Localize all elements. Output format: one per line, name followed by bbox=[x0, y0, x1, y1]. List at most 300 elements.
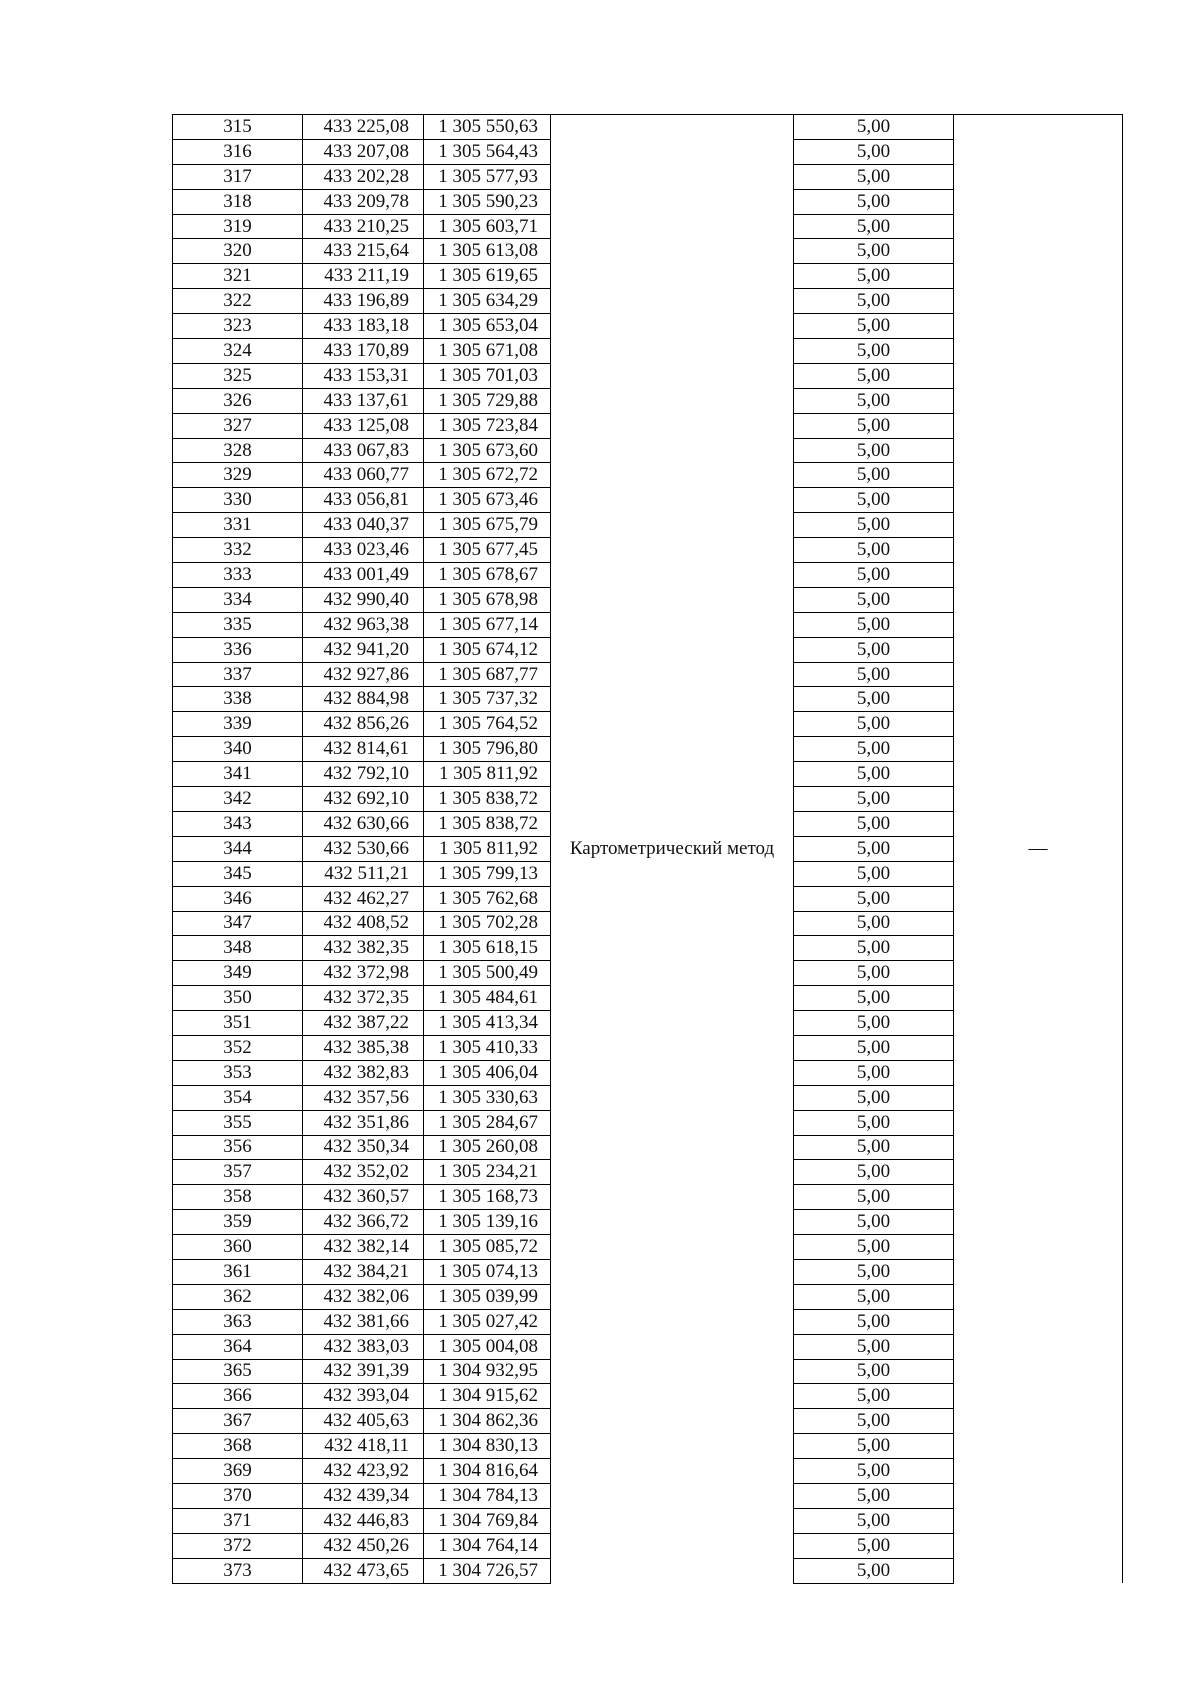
note-cell bbox=[954, 1533, 1123, 1558]
table-row bbox=[173, 737, 1123, 762]
table-row bbox=[173, 1259, 1123, 1284]
accuracy-cell: 5,00 bbox=[794, 1284, 954, 1309]
note-cell bbox=[954, 1334, 1123, 1359]
accuracy-cell: 5,00 bbox=[794, 289, 954, 314]
note-cell bbox=[954, 687, 1123, 712]
point-number-cell: 336 bbox=[173, 637, 303, 662]
note-cell bbox=[954, 961, 1123, 986]
note-cell bbox=[954, 1035, 1123, 1060]
method-cell bbox=[551, 936, 794, 961]
point-number-cell: 321 bbox=[173, 264, 303, 289]
x-coordinate-cell: 433 170,89 bbox=[303, 339, 424, 364]
y-coordinate-cell: 1 305 284,67 bbox=[424, 1110, 551, 1135]
y-coordinate-cell: 1 304 784,13 bbox=[424, 1483, 551, 1508]
accuracy-cell: 5,00 bbox=[794, 214, 954, 239]
point-number-cell: 345 bbox=[173, 861, 303, 886]
y-coordinate-cell: 1 305 260,08 bbox=[424, 1135, 551, 1160]
accuracy-cell: 5,00 bbox=[794, 563, 954, 588]
x-coordinate-cell: 432 530,66 bbox=[303, 836, 424, 861]
note-cell bbox=[954, 488, 1123, 513]
table-row bbox=[173, 1210, 1123, 1235]
method-cell bbox=[551, 737, 794, 762]
accuracy-cell: 5,00 bbox=[794, 363, 954, 388]
method-cell bbox=[551, 189, 794, 214]
x-coordinate-cell: 432 405,63 bbox=[303, 1409, 424, 1434]
x-coordinate-cell: 433 067,83 bbox=[303, 438, 424, 463]
point-number-cell: 361 bbox=[173, 1259, 303, 1284]
note-cell bbox=[954, 1508, 1123, 1533]
y-coordinate-cell: 1 305 687,77 bbox=[424, 662, 551, 687]
table-row bbox=[173, 1409, 1123, 1434]
point-number-cell: 329 bbox=[173, 463, 303, 488]
point-number-cell: 315 bbox=[173, 115, 303, 140]
accuracy-cell: 5,00 bbox=[794, 488, 954, 513]
y-coordinate-cell: 1 305 675,79 bbox=[424, 513, 551, 538]
y-coordinate-cell: 1 305 701,03 bbox=[424, 363, 551, 388]
x-coordinate-cell: 432 393,04 bbox=[303, 1384, 424, 1409]
point-number-cell: 368 bbox=[173, 1434, 303, 1459]
y-coordinate-cell: 1 305 677,14 bbox=[424, 612, 551, 637]
table-row bbox=[173, 314, 1123, 339]
table-row bbox=[173, 463, 1123, 488]
x-coordinate-cell: 432 408,52 bbox=[303, 911, 424, 936]
point-number-cell: 370 bbox=[173, 1483, 303, 1508]
y-coordinate-cell: 1 305 678,98 bbox=[424, 587, 551, 612]
method-cell bbox=[551, 662, 794, 687]
accuracy-cell: 5,00 bbox=[794, 438, 954, 463]
note-cell bbox=[954, 712, 1123, 737]
table-row bbox=[173, 1110, 1123, 1135]
note-cell bbox=[954, 1483, 1123, 1508]
accuracy-cell: 5,00 bbox=[794, 662, 954, 687]
point-number-cell: 324 bbox=[173, 339, 303, 364]
point-number-cell: 339 bbox=[173, 712, 303, 737]
accuracy-cell: 5,00 bbox=[794, 115, 954, 140]
table-row bbox=[173, 1135, 1123, 1160]
accuracy-cell: 5,00 bbox=[794, 1359, 954, 1384]
x-coordinate-cell: 433 125,08 bbox=[303, 413, 424, 438]
x-coordinate-cell: 432 383,03 bbox=[303, 1334, 424, 1359]
x-coordinate-cell: 432 423,92 bbox=[303, 1459, 424, 1484]
table-row bbox=[173, 836, 1123, 861]
accuracy-cell: 5,00 bbox=[794, 1334, 954, 1359]
point-number-cell: 373 bbox=[173, 1558, 303, 1583]
x-coordinate-cell: 432 473,65 bbox=[303, 1558, 424, 1583]
method-cell bbox=[551, 363, 794, 388]
note-cell bbox=[954, 886, 1123, 911]
y-coordinate-cell: 1 305 406,04 bbox=[424, 1060, 551, 1085]
point-number-cell: 371 bbox=[173, 1508, 303, 1533]
note-cell bbox=[954, 413, 1123, 438]
method-cell bbox=[551, 139, 794, 164]
accuracy-cell: 5,00 bbox=[794, 538, 954, 563]
y-coordinate-cell: 1 305 673,46 bbox=[424, 488, 551, 513]
note-cell bbox=[954, 363, 1123, 388]
method-cell bbox=[551, 488, 794, 513]
table-row bbox=[173, 1309, 1123, 1334]
accuracy-cell: 5,00 bbox=[794, 1409, 954, 1434]
method-cell bbox=[551, 1409, 794, 1434]
point-number-cell: 334 bbox=[173, 587, 303, 612]
accuracy-cell: 5,00 bbox=[794, 861, 954, 886]
method-cell bbox=[551, 264, 794, 289]
x-coordinate-cell: 432 884,98 bbox=[303, 687, 424, 712]
table-row bbox=[173, 139, 1123, 164]
y-coordinate-cell: 1 305 484,61 bbox=[424, 986, 551, 1011]
x-coordinate-cell: 433 210,25 bbox=[303, 214, 424, 239]
y-coordinate-cell: 1 305 550,63 bbox=[424, 115, 551, 140]
x-coordinate-cell: 432 963,38 bbox=[303, 612, 424, 637]
point-number-cell: 326 bbox=[173, 388, 303, 413]
method-cell bbox=[551, 1085, 794, 1110]
accuracy-cell: 5,00 bbox=[794, 911, 954, 936]
x-coordinate-cell: 433 196,89 bbox=[303, 289, 424, 314]
x-coordinate-cell: 432 391,39 bbox=[303, 1359, 424, 1384]
x-coordinate-cell: 433 001,49 bbox=[303, 563, 424, 588]
y-coordinate-cell: 1 305 330,63 bbox=[424, 1085, 551, 1110]
x-coordinate-cell: 432 382,35 bbox=[303, 936, 424, 961]
note-cell bbox=[954, 264, 1123, 289]
table-row bbox=[173, 1483, 1123, 1508]
method-cell bbox=[551, 1334, 794, 1359]
method-cell bbox=[551, 563, 794, 588]
note-cell bbox=[954, 911, 1123, 936]
point-number-cell: 354 bbox=[173, 1085, 303, 1110]
x-coordinate-cell: 432 352,02 bbox=[303, 1160, 424, 1185]
note-cell bbox=[954, 1110, 1123, 1135]
table-row bbox=[173, 1085, 1123, 1110]
method-cell bbox=[551, 886, 794, 911]
note-cell bbox=[954, 1185, 1123, 1210]
method-cell bbox=[551, 986, 794, 1011]
method-cell bbox=[551, 513, 794, 538]
accuracy-cell: 5,00 bbox=[794, 1533, 954, 1558]
table-row bbox=[173, 239, 1123, 264]
table-row bbox=[173, 339, 1123, 364]
y-coordinate-cell: 1 305 653,04 bbox=[424, 314, 551, 339]
table-row bbox=[173, 936, 1123, 961]
table-row bbox=[173, 214, 1123, 239]
method-cell bbox=[551, 1508, 794, 1533]
y-coordinate-cell: 1 305 139,16 bbox=[424, 1210, 551, 1235]
point-number-cell: 323 bbox=[173, 314, 303, 339]
method-cell bbox=[551, 438, 794, 463]
y-coordinate-cell: 1 305 590,23 bbox=[424, 189, 551, 214]
note-cell bbox=[954, 787, 1123, 812]
y-coordinate-cell: 1 304 769,84 bbox=[424, 1508, 551, 1533]
y-coordinate-cell: 1 305 796,80 bbox=[424, 737, 551, 762]
x-coordinate-cell: 433 211,19 bbox=[303, 264, 424, 289]
method-cell bbox=[551, 1359, 794, 1384]
point-number-cell: 369 bbox=[173, 1459, 303, 1484]
accuracy-cell: 5,00 bbox=[794, 1011, 954, 1036]
accuracy-cell: 5,00 bbox=[794, 762, 954, 787]
note-cell bbox=[954, 1160, 1123, 1185]
method-cell bbox=[551, 339, 794, 364]
table-row bbox=[173, 1235, 1123, 1260]
method-cell bbox=[551, 289, 794, 314]
x-coordinate-cell: 432 630,66 bbox=[303, 811, 424, 836]
accuracy-cell: 5,00 bbox=[794, 1060, 954, 1085]
point-number-cell: 352 bbox=[173, 1035, 303, 1060]
accuracy-cell: 5,00 bbox=[794, 1160, 954, 1185]
accuracy-cell: 5,00 bbox=[794, 587, 954, 612]
x-coordinate-cell: 432 351,86 bbox=[303, 1110, 424, 1135]
method-cell bbox=[551, 687, 794, 712]
point-number-cell: 342 bbox=[173, 787, 303, 812]
accuracy-cell: 5,00 bbox=[794, 388, 954, 413]
table-row bbox=[173, 264, 1123, 289]
y-coordinate-cell: 1 305 737,32 bbox=[424, 687, 551, 712]
x-coordinate-cell: 433 202,28 bbox=[303, 164, 424, 189]
note-cell bbox=[954, 388, 1123, 413]
note-cell bbox=[954, 1135, 1123, 1160]
method-cell bbox=[551, 1259, 794, 1284]
method-cell bbox=[551, 538, 794, 563]
x-coordinate-cell: 432 792,10 bbox=[303, 762, 424, 787]
point-number-cell: 350 bbox=[173, 986, 303, 1011]
y-coordinate-cell: 1 305 618,15 bbox=[424, 936, 551, 961]
method-cell bbox=[551, 1160, 794, 1185]
y-coordinate-cell: 1 305 729,88 bbox=[424, 388, 551, 413]
accuracy-cell: 5,00 bbox=[794, 1210, 954, 1235]
y-coordinate-cell: 1 305 811,92 bbox=[424, 762, 551, 787]
note-cell bbox=[954, 936, 1123, 961]
x-coordinate-cell: 432 814,61 bbox=[303, 737, 424, 762]
point-number-cell: 346 bbox=[173, 886, 303, 911]
x-coordinate-cell: 432 350,34 bbox=[303, 1135, 424, 1160]
accuracy-cell: 5,00 bbox=[794, 189, 954, 214]
table-row bbox=[173, 712, 1123, 737]
point-number-cell: 359 bbox=[173, 1210, 303, 1235]
x-coordinate-cell: 432 856,26 bbox=[303, 712, 424, 737]
table-row bbox=[173, 1459, 1123, 1484]
method-cell: Картометрический метод bbox=[551, 836, 794, 861]
note-cell bbox=[954, 1459, 1123, 1484]
y-coordinate-cell: 1 305 603,71 bbox=[424, 214, 551, 239]
table-row bbox=[173, 1334, 1123, 1359]
coordinates-table-body bbox=[173, 115, 1123, 1584]
accuracy-cell: 5,00 bbox=[794, 239, 954, 264]
point-number-cell: 358 bbox=[173, 1185, 303, 1210]
x-coordinate-cell: 432 381,66 bbox=[303, 1309, 424, 1334]
x-coordinate-cell: 433 209,78 bbox=[303, 189, 424, 214]
accuracy-cell: 5,00 bbox=[794, 1185, 954, 1210]
x-coordinate-cell: 433 153,31 bbox=[303, 363, 424, 388]
accuracy-cell: 5,00 bbox=[794, 339, 954, 364]
point-number-cell: 316 bbox=[173, 139, 303, 164]
point-number-cell: 356 bbox=[173, 1135, 303, 1160]
method-cell bbox=[551, 1533, 794, 1558]
method-cell bbox=[551, 1459, 794, 1484]
x-coordinate-cell: 433 023,46 bbox=[303, 538, 424, 563]
point-number-cell: 320 bbox=[173, 239, 303, 264]
table-row bbox=[173, 1359, 1123, 1384]
note-cell bbox=[954, 861, 1123, 886]
x-coordinate-cell: 432 439,34 bbox=[303, 1483, 424, 1508]
method-cell bbox=[551, 314, 794, 339]
method-cell bbox=[551, 1185, 794, 1210]
accuracy-cell: 5,00 bbox=[794, 164, 954, 189]
note-cell bbox=[954, 1384, 1123, 1409]
accuracy-cell: 5,00 bbox=[794, 787, 954, 812]
x-coordinate-cell: 432 927,86 bbox=[303, 662, 424, 687]
note-cell bbox=[954, 811, 1123, 836]
table-row bbox=[173, 563, 1123, 588]
table-row bbox=[173, 986, 1123, 1011]
note-cell: — bbox=[954, 836, 1123, 861]
accuracy-cell: 5,00 bbox=[794, 1558, 954, 1583]
x-coordinate-cell: 432 382,14 bbox=[303, 1235, 424, 1260]
x-coordinate-cell: 432 511,21 bbox=[303, 861, 424, 886]
note-cell bbox=[954, 314, 1123, 339]
y-coordinate-cell: 1 305 564,43 bbox=[424, 139, 551, 164]
y-coordinate-cell: 1 305 838,72 bbox=[424, 787, 551, 812]
accuracy-cell: 5,00 bbox=[794, 712, 954, 737]
table-row bbox=[173, 961, 1123, 986]
x-coordinate-cell: 433 215,64 bbox=[303, 239, 424, 264]
method-cell bbox=[551, 164, 794, 189]
note-cell bbox=[954, 289, 1123, 314]
y-coordinate-cell: 1 304 932,95 bbox=[424, 1359, 551, 1384]
note-cell bbox=[954, 1259, 1123, 1284]
accuracy-cell: 5,00 bbox=[794, 961, 954, 986]
table-row bbox=[173, 189, 1123, 214]
note-cell bbox=[954, 563, 1123, 588]
note-cell bbox=[954, 1409, 1123, 1434]
table-row bbox=[173, 886, 1123, 911]
note-cell bbox=[954, 1060, 1123, 1085]
x-coordinate-cell: 433 137,61 bbox=[303, 388, 424, 413]
y-coordinate-cell: 1 305 577,93 bbox=[424, 164, 551, 189]
x-coordinate-cell: 432 372,98 bbox=[303, 961, 424, 986]
table-row bbox=[173, 587, 1123, 612]
x-coordinate-cell: 432 382,83 bbox=[303, 1060, 424, 1085]
table-row bbox=[173, 911, 1123, 936]
y-coordinate-cell: 1 305 671,08 bbox=[424, 339, 551, 364]
y-coordinate-cell: 1 305 702,28 bbox=[424, 911, 551, 936]
note-cell bbox=[954, 513, 1123, 538]
point-number-cell: 360 bbox=[173, 1235, 303, 1260]
y-coordinate-cell: 1 305 677,45 bbox=[424, 538, 551, 563]
y-coordinate-cell: 1 305 413,34 bbox=[424, 1011, 551, 1036]
note-cell bbox=[954, 189, 1123, 214]
table-row bbox=[173, 363, 1123, 388]
table-row bbox=[173, 1384, 1123, 1409]
point-number-cell: 366 bbox=[173, 1384, 303, 1409]
note-cell bbox=[954, 637, 1123, 662]
note-cell bbox=[954, 1210, 1123, 1235]
method-cell bbox=[551, 811, 794, 836]
table-row bbox=[173, 1185, 1123, 1210]
point-number-cell: 319 bbox=[173, 214, 303, 239]
table-row bbox=[173, 687, 1123, 712]
table-row bbox=[173, 637, 1123, 662]
note-cell bbox=[954, 1558, 1123, 1583]
point-number-cell: 344 bbox=[173, 836, 303, 861]
point-number-cell: 330 bbox=[173, 488, 303, 513]
note-cell bbox=[954, 1235, 1123, 1260]
table-row bbox=[173, 1558, 1123, 1583]
accuracy-cell: 5,00 bbox=[794, 1085, 954, 1110]
note-cell bbox=[954, 164, 1123, 189]
table-row bbox=[173, 612, 1123, 637]
x-coordinate-cell: 433 225,08 bbox=[303, 115, 424, 140]
accuracy-cell: 5,00 bbox=[794, 1259, 954, 1284]
table-row bbox=[173, 413, 1123, 438]
note-cell bbox=[954, 1284, 1123, 1309]
method-cell bbox=[551, 861, 794, 886]
y-coordinate-cell: 1 305 673,60 bbox=[424, 438, 551, 463]
y-coordinate-cell: 1 305 838,72 bbox=[424, 811, 551, 836]
accuracy-cell: 5,00 bbox=[794, 986, 954, 1011]
point-number-cell: 341 bbox=[173, 762, 303, 787]
accuracy-cell: 5,00 bbox=[794, 637, 954, 662]
note-cell bbox=[954, 762, 1123, 787]
x-coordinate-cell: 433 056,81 bbox=[303, 488, 424, 513]
point-number-cell: 365 bbox=[173, 1359, 303, 1384]
method-cell bbox=[551, 961, 794, 986]
point-number-cell: 355 bbox=[173, 1110, 303, 1135]
method-cell bbox=[551, 911, 794, 936]
x-coordinate-cell: 432 382,06 bbox=[303, 1284, 424, 1309]
y-coordinate-cell: 1 305 674,12 bbox=[424, 637, 551, 662]
note-cell bbox=[954, 587, 1123, 612]
point-number-cell: 328 bbox=[173, 438, 303, 463]
method-cell bbox=[551, 587, 794, 612]
y-coordinate-cell: 1 305 085,72 bbox=[424, 1235, 551, 1260]
point-number-cell: 353 bbox=[173, 1060, 303, 1085]
x-coordinate-cell: 432 941,20 bbox=[303, 637, 424, 662]
x-coordinate-cell: 433 040,37 bbox=[303, 513, 424, 538]
method-cell bbox=[551, 1011, 794, 1036]
note-cell bbox=[954, 986, 1123, 1011]
accuracy-cell: 5,00 bbox=[794, 264, 954, 289]
table-row bbox=[173, 1060, 1123, 1085]
table-row bbox=[173, 662, 1123, 687]
y-coordinate-cell: 1 304 764,14 bbox=[424, 1533, 551, 1558]
point-number-cell: 357 bbox=[173, 1160, 303, 1185]
y-coordinate-cell: 1 304 862,36 bbox=[424, 1409, 551, 1434]
method-cell bbox=[551, 239, 794, 264]
accuracy-cell: 5,00 bbox=[794, 513, 954, 538]
note-cell bbox=[954, 1011, 1123, 1036]
y-coordinate-cell: 1 305 672,72 bbox=[424, 463, 551, 488]
accuracy-cell: 5,00 bbox=[794, 1309, 954, 1334]
table-row bbox=[173, 488, 1123, 513]
accuracy-cell: 5,00 bbox=[794, 737, 954, 762]
y-coordinate-cell: 1 305 613,08 bbox=[424, 239, 551, 264]
y-coordinate-cell: 1 305 762,68 bbox=[424, 886, 551, 911]
point-number-cell: 347 bbox=[173, 911, 303, 936]
y-coordinate-cell: 1 305 039,99 bbox=[424, 1284, 551, 1309]
x-coordinate-cell: 432 990,40 bbox=[303, 587, 424, 612]
point-number-cell: 367 bbox=[173, 1409, 303, 1434]
table-row bbox=[173, 164, 1123, 189]
x-coordinate-cell: 432 387,22 bbox=[303, 1011, 424, 1036]
table-row bbox=[173, 861, 1123, 886]
point-number-cell: 335 bbox=[173, 612, 303, 637]
method-cell bbox=[551, 1235, 794, 1260]
method-cell bbox=[551, 413, 794, 438]
method-cell bbox=[551, 1135, 794, 1160]
x-coordinate-cell: 432 360,57 bbox=[303, 1185, 424, 1210]
coordinates-table bbox=[172, 114, 1123, 1584]
x-coordinate-cell: 433 183,18 bbox=[303, 314, 424, 339]
note-cell bbox=[954, 1085, 1123, 1110]
point-number-cell: 337 bbox=[173, 662, 303, 687]
x-coordinate-cell: 432 462,27 bbox=[303, 886, 424, 911]
